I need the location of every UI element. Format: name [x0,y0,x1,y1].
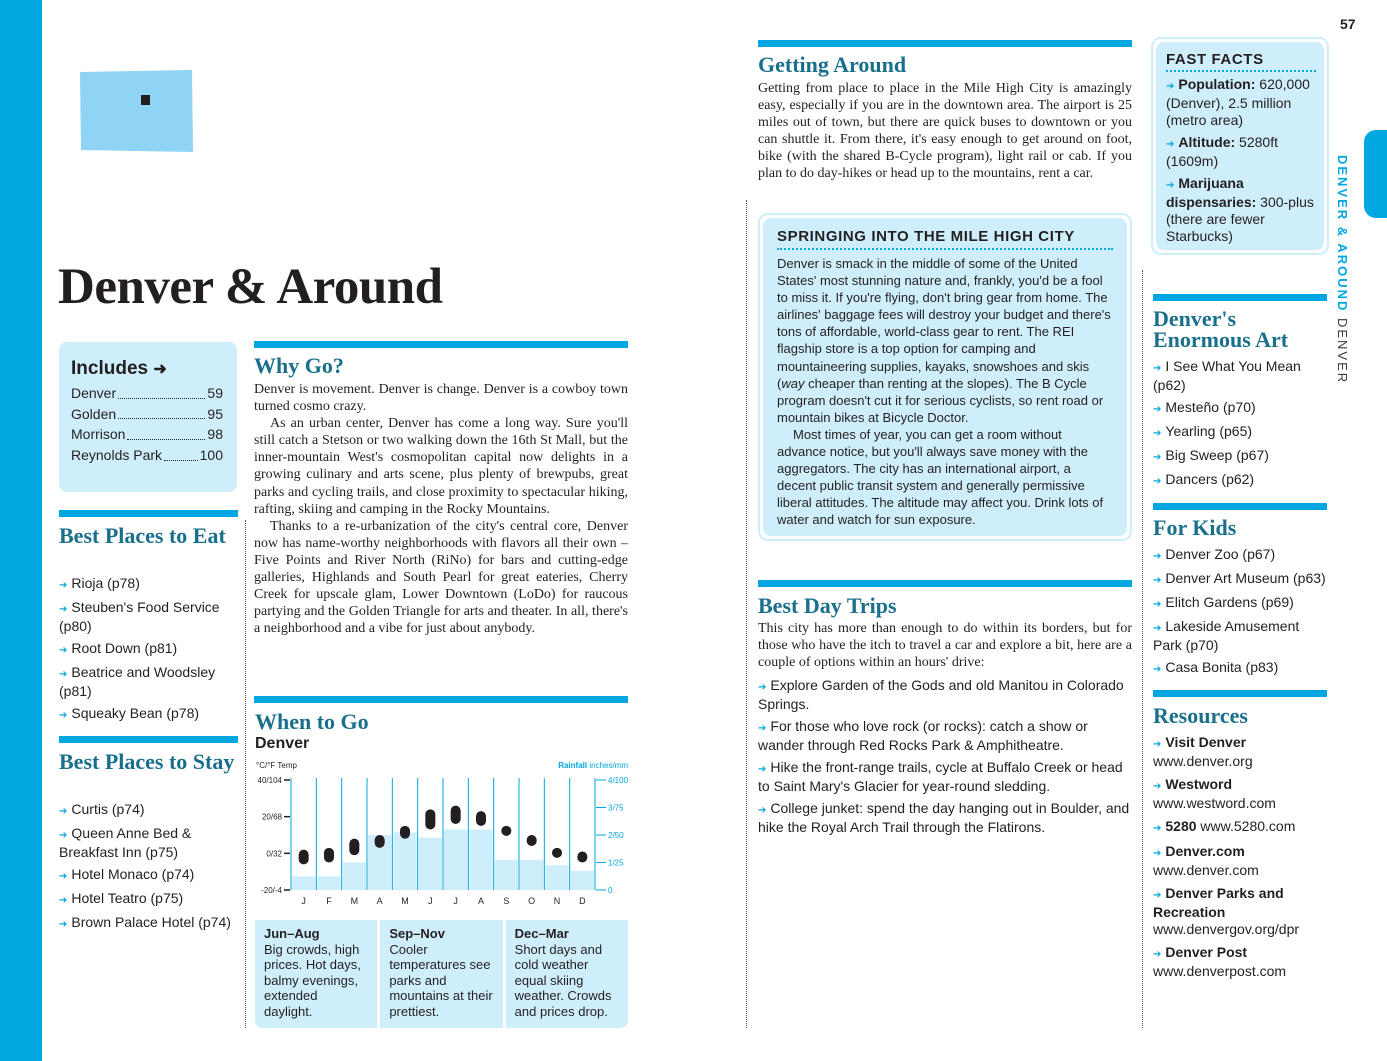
eat-list-item: ➔ Beatrice and Woodsley (p81) [59,664,239,700]
page-number: 57 [1340,16,1356,32]
chapter-title: Denver & Around [58,259,443,315]
kids-list-item: ➔ Casa Bonita (p83) [1153,659,1331,678]
includes-item[interactable] [71,404,223,425]
resource-url[interactable]: www.5280.com [1196,818,1296,834]
season-summer-title: Jun–Aug [264,926,320,941]
why-paragraph-3: Thanks to a re-urbanization of the city's central core, Denver now has name-worthy neighborhoods with flavors all their own – Five Points and River North (RiNo) for bars and cutting-edge galleries, Highlands and South Pearl for great eateries, Cherry Creek for upscale glam, Lower Downtown (LoDo) for raucous partying and the Golden Triangle for arts and theater. In all, there's a neighborhood and a vibe for just about anybody. [254,518,628,637]
includes-heading: Includes ➜ [71,358,167,379]
page-edge-bar [0,0,42,1061]
getting-around-heading: Getting Around [758,52,907,77]
day-trips-rule [758,580,1132,587]
includes-item-page: 95 [207,405,223,422]
includes-item-name: Morrison [71,426,126,443]
kids-list-item: ➔ Elitch Gardens (p69) [1153,594,1331,613]
fast-fact-item [1166,175,1316,245]
eat-heading: Best Places to Eat [59,523,226,548]
resource-url[interactable]: www.denver.org [1153,753,1253,769]
rainfall-bar [317,876,340,890]
temp-range-bar [299,850,309,865]
rainfall-bar [495,860,518,890]
resource-label: Westword [1165,776,1233,792]
why-heading: Why Go? [254,353,344,378]
side-tab-bold: DENVER & AROUND [1335,155,1350,313]
rainfall-bar [469,830,492,891]
resource-url[interactable]: www.denver.com [1153,862,1259,878]
side-chapter-tab [1335,155,1350,384]
why-paragraph-1: Denver is movement. Denver is change. Denver is a cowboy town turned cosmo crazy. [254,382,628,415]
kids-heading: For Kids [1153,515,1237,540]
stay-list-item: ➔ Curtis (p74) [59,801,239,820]
resources-heading: Resources [1153,703,1248,728]
resource-item[interactable] [1153,843,1331,879]
day-trips-heading: Best Day Trips [758,593,897,618]
resource-item[interactable] [1153,776,1331,812]
eat-list-item: ➔ Steuben's Food Service (p80) [59,599,239,635]
rain-tick-label: 3/75 [608,803,624,813]
includes-item-page: 98 [207,426,223,443]
day-trips-intro: This city has more than enough to do within its borders, but for those who have the itch to travel a car and explore a bit, here are a couple of options within an hours' drive: [758,621,1132,671]
includes-item-page: 100 [199,447,223,464]
temp-tick-label: 20/68 [261,812,282,822]
seasons-row [255,920,628,1028]
stay-list [59,801,239,938]
leader-dots [118,404,205,420]
art-list-item: ➔ Mesteño (p70) [1153,399,1331,418]
art-list-item: ➔ I See What You Mean (p62) [1153,358,1331,394]
rainfall-bar [444,830,467,891]
kids-list-item: ➔ Denver Art Museum (p63) [1153,570,1331,589]
rain-tick-label: 1/25 [608,858,624,868]
season-winter [506,920,628,1028]
month-label: N [553,896,561,906]
art-heading: Denver's Enormous Art [1153,306,1289,352]
month-label: J [301,896,306,906]
month-label: J [453,896,458,906]
month-label: F [326,896,332,906]
arrow-right-icon: ➜ [153,361,167,378]
side-tab-rest: DENVER [1335,312,1350,385]
temp-tick-label: -20/-4 [261,886,282,895]
rainfall-bar [292,876,315,890]
month-label: A [376,896,383,906]
springing-box [758,213,1132,541]
season-autumn [380,920,502,1028]
springing-paragraph-1: Denver is smack in the middle of some of the United States' most stunning nature and, frankly, you'd be a fool to miss it. If you're flying, don't bring gear from home. The airlines' baggage fees will destroy your budget and there's tons of affordable, world-class gear to rent. The REI flagship store is a top option for camping and mountaineering supplies, kayaks, snowshoes and skis (way cheaper than renting at the slopes). The B Cycle program doesn't cut it for serious cyclists, so rent road or mountain bikes at Bicycle Doctor. [777,256,1111,425]
rainfall-bar [419,838,442,890]
stay-heading: Best Places to Stay [59,749,235,774]
temp-range-bar [425,809,435,829]
temp-range-bar [501,826,511,836]
includes-item-page: 59 [207,385,223,401]
column-divider-right [1142,270,1143,1028]
fast-fact-label: Population: [1178,76,1256,92]
resource-url[interactable]: www.westword.com [1153,795,1276,811]
kids-list-item: ➔ Denver Zoo (p67) [1153,546,1331,565]
column-divider-mid [746,200,747,1028]
includes-item[interactable] [71,383,223,404]
includes-item[interactable] [71,424,223,445]
stay-list-item: ➔ Brown Palace Hotel (p74) [59,914,239,933]
leader-dots [118,383,205,399]
resource-url[interactable]: www.denvergov.org/dpr [1153,921,1300,937]
season-autumn-title: Sep–Nov [389,926,445,941]
denver-location-marker [141,95,150,105]
rainfall-bar [571,871,594,890]
resource-item[interactable] [1153,944,1331,980]
temp-range-bar [375,835,385,848]
resource-url[interactable]: www.denverpost.com [1153,963,1287,979]
kids-list [1153,546,1331,683]
resource-item[interactable] [1153,734,1331,770]
temp-range-bar [527,835,537,846]
temp-range-bar [349,839,359,856]
art-list-item: ➔ Dancers (p62) [1153,471,1331,490]
season-winter-title: Dec–Mar [514,926,569,941]
column-divider-left [245,520,246,1028]
fast-fact-item [1166,134,1316,170]
month-label: M [401,896,409,906]
fast-facts-heading: FAST FACTS [1166,51,1316,72]
springing-body [777,255,1113,529]
getting-around-text: Getting from place to place in the Mile High City is amazingly easy, especially if you are in the downtown area. The airport is 25 miles out of town, but there are quick buses to downtown or you can shuttle it. From there, it's easy enough to get around on foot, bike (with the shared B-Cycle program), light rail or cab. If you plan to do day-hikes or head up to the mountains, rent a car. [758,81,1132,182]
kids-list-item: ➔ Lakeside Amusement Park (p70) [1153,618,1331,654]
stay-list-item: ➔ Hotel Monaco (p74) [59,866,239,885]
eat-list-item: ➔ Root Down (p81) [59,640,239,659]
temp-range-bar [552,848,562,858]
temp-range-bar [324,848,334,863]
resource-item[interactable] [1153,885,1331,938]
leader-dots [164,445,198,461]
why-rule [254,341,628,348]
fast-fact-value: 5280ft (1609m) [1166,134,1278,169]
includes-item[interactable] [71,445,223,466]
resource-item[interactable] [1153,818,1331,837]
resource-label: Denver Parks and Recreation [1153,885,1284,920]
day-trips-list [758,677,1132,841]
temp-tick-label: 40/104 [257,776,282,785]
season-autumn-text: Cooler temperatures see parks and mountains at their prettiest. [389,941,493,1019]
includes-item-name: Reynolds Park [71,447,163,464]
resource-label: Visit Denver [1165,734,1247,750]
resource-label: Denver Post [1165,944,1248,960]
temp-range-bar [451,806,461,824]
day-trip-item: ➔ Explore Garden of the Gods and old Manitou in Colorado Springs. [758,677,1132,713]
day-trip-item: ➔ For those who love rock (or rocks): catch a show or wander through Red Rocks Park & Amphitheatre. [758,718,1132,754]
art-list-item: ➔ Big Sweep (p67) [1153,447,1331,466]
day-trip-item: ➔ College junket: spend the day hanging out in Boulder, and hike the Royal Arch Trail through the Flatirons. [758,800,1132,836]
resource-label: Denver.com [1165,843,1245,859]
climate-chart [254,756,630,912]
fast-fact-value: 300-plus (there are fewer Starbucks) [1166,194,1314,244]
when-rule [254,696,628,703]
resources-list [1153,734,1331,986]
includes-item-name: Golden [71,405,117,422]
includes-box [59,342,237,492]
rain-tick-label: 0 [608,886,613,895]
colorado-locator-map [80,70,194,153]
eat-list-item: ➔ Rioja (p78) [59,575,239,594]
month-label: A [477,896,485,906]
season-summer-text: Big crowds, high prices. Hot days, balmy evenings, extended daylight. [264,941,361,1019]
rainfall-bar [545,865,568,890]
season-winter-text: Short days and cold weather equal skiing weather. Crowds and prices drop. [514,941,612,1019]
eat-list [59,575,239,729]
eat-list-item: ➔ Squeaky Bean (p78) [59,705,239,724]
rainfall-bar [520,860,543,890]
temp-axis-label: °C/°F Temp [256,761,297,770]
rainfall-axis-label: Rainfall inches/mm [558,761,628,770]
stay-list-item: ➔ Hotel Teatro (p75) [59,890,239,909]
when-heading: When to Go [255,709,369,734]
includes-item-name: Denver [71,385,117,401]
when-city: Denver [255,735,310,752]
springing-paragraph-2: Most times of year, you can get a room without advance notice, but you'll always save money with the aggregators. The city has an international airport, a decent public transit system and generally permissive liberal attitudes. The altitude may affect you. Drink lots of water and watch for sun exposure. [777,426,1104,528]
fast-facts-list [1166,76,1316,245]
fast-fact-label: Marijuana dispensaries: [1166,175,1257,210]
month-label: S [503,896,510,906]
temp-range-bar [577,852,587,863]
fast-fact-label: Altitude: [1178,134,1236,150]
season-summer [255,920,377,1028]
includes-list [71,383,223,466]
month-label: D [579,896,586,906]
month-label: J [428,896,433,906]
kids-rule [1153,503,1327,510]
art-list [1153,358,1331,495]
art-rule [1153,294,1327,301]
temp-range-bar [476,811,486,826]
resource-label: 5280 [1165,818,1197,834]
fast-fact-item [1166,76,1316,129]
rainfall-bar [393,832,416,890]
month-label: O [528,896,536,906]
resources-rule [1153,690,1327,697]
why-paragraph-2: As an urban center, Denver has come a long way. Sure you'll still catch a Stetson or two walking down the 16th St Mall, but the inner-mountain West's cosmopolitan capital now delights in a growing culinary and arts scene, plus plenty of brewpubs, great parks and cycling trails, and close proximity to spectacular hiking, rafting, skiing and camping in the Rocky Mountains. [254,416,628,517]
art-list-item: ➔ Yearling (p65) [1153,423,1331,442]
rain-tick-label: 4/100 [608,776,629,785]
getting-around-rule [758,40,1132,47]
fast-facts-box [1151,37,1329,255]
springing-heading: SPRINGING INTO THE MILE HIGH CITY [777,228,1113,250]
month-label: M [350,896,359,906]
fast-fact-value: 620,000 (Denver), 2.5 million (metro area) [1166,76,1310,128]
chapter-thumb-tab [1364,130,1387,218]
temp-range-bar [400,826,410,839]
stay-rule [59,736,238,743]
rainfall-bar [343,863,366,891]
stay-list-item: ➔ Queen Anne Bed & Breakfast Inn (p75) [59,825,239,861]
rain-tick-label: 2/50 [608,831,624,840]
day-trip-item: ➔ Hike the front-range trails, cycle at Buffalo Creek or head to Saint Mary's Glacier for year-round sledding. [758,759,1132,795]
temp-tick-label: 0/32 [266,849,282,859]
leader-dots [127,424,205,440]
why-body [254,381,628,637]
eat-rule [59,510,238,517]
